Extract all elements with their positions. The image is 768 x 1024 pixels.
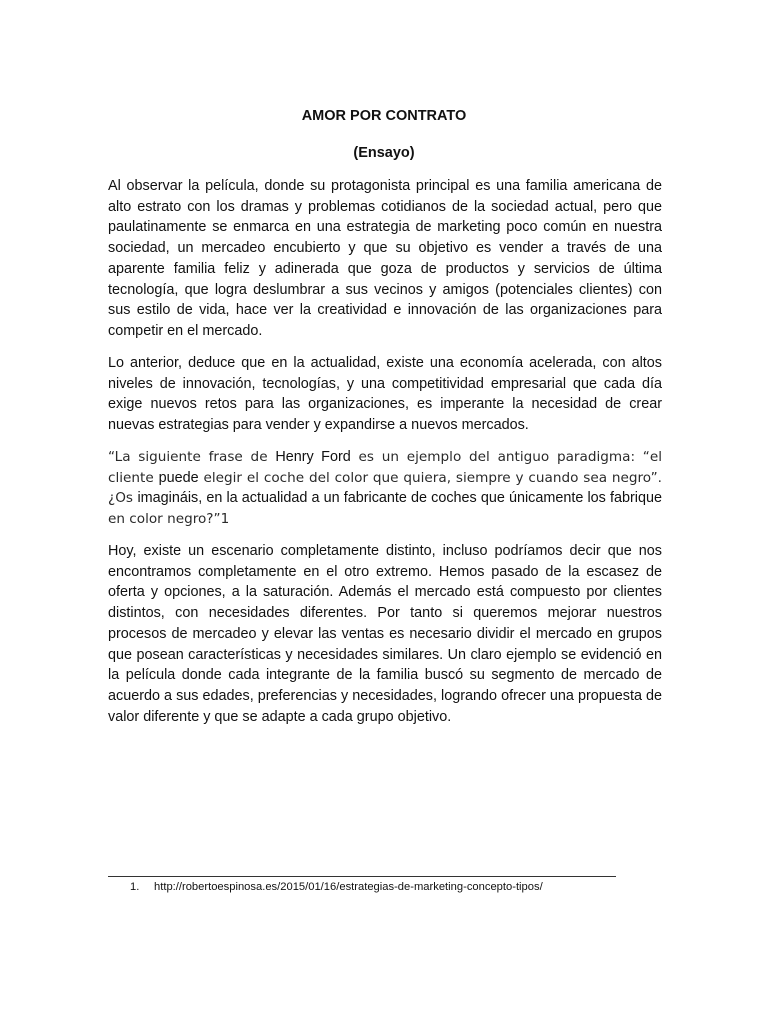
quote-name: Henry Ford	[275, 449, 351, 465]
quote-text-4: imagináis, en la actualidad a un fabricante de coches que únicamente los fabrique	[137, 490, 662, 507]
paragraph-1: Al observar la película, donde su protagonista principal es una familia americana de alto estrato con los dramas y problemas cotidianos de la sociedad actual, pero que paulatinamente se enmarca en una estrategia de marketing poco común en nuestra sociedad, un mercadeo encubierto y que su objetivo es vender a través de una aparente familia feliz y adinerada que goza de productos y servicios de última tecnología, que logra deslumbrar a sus vecinos y amigos (potenciales clientes) con sus estilo de vida, hace ver la creatividad e innovación de las organizaciones para competir en el mercado.	[108, 178, 662, 339]
footnote-number: 1.	[130, 881, 140, 893]
document-subtitle: (Ensayo)	[353, 145, 415, 161]
footnote-divider	[108, 876, 616, 877]
document-title: AMOR POR CONTRATO	[301, 108, 467, 124]
footnote-link[interactable]: http://robertoespinosa.es/2015/01/16/estrategias-de-marketing-concepto-tipos/	[154, 881, 543, 893]
quote-paragraph	[108, 447, 662, 530]
footnote	[130, 880, 543, 894]
quote-text-5: en color negro?”1	[108, 511, 230, 528]
quote-text-2: es un ejemplo del antiguo paradigma: “el cliente	[108, 449, 662, 486]
quote-text-1: “La siguiente frase de	[108, 449, 276, 465]
quote-word-puede: puede	[158, 469, 199, 486]
quote-text-3: elegir el coche del color que quiera, siempre y cuando sea negro”. ¿Os	[108, 469, 662, 507]
paragraph-3: Hoy, existe un escenario completamente distinto, incluso podríamos decir que nos encontramos completamente en el otro extremo. Hemos pasado de la escasez de oferta y opciones, a la saturación. Además el mercado está compuesto por clientes distintos, con necesidades diferentes. Por tanto si queremos mejorar nuestros procesos de mercadeo y elevar las ventas es necesario dividir el mercado en grupos que posean características y necesidades similares. Un claro ejemplo se evidenció en la película donde cada integrante de la familia buscó su segmento de mercado de acuerdo a sus edades, preferencias y necesidades, logrando ofrecer una propuesta de valor diferente y que se adapte a cada grupo objetivo.	[108, 543, 662, 725]
paragraph-2: Lo anterior, deduce que en la actualidad, existe una economía acelerada, con altos niveles de innovación, tecnologías, y una competitividad empresarial que cada día exige nuevos retos para las organizaciones, es imperante la necesidad de crear nuevas estrategias para vender y expandirse a nuevos mercados.	[108, 355, 662, 434]
